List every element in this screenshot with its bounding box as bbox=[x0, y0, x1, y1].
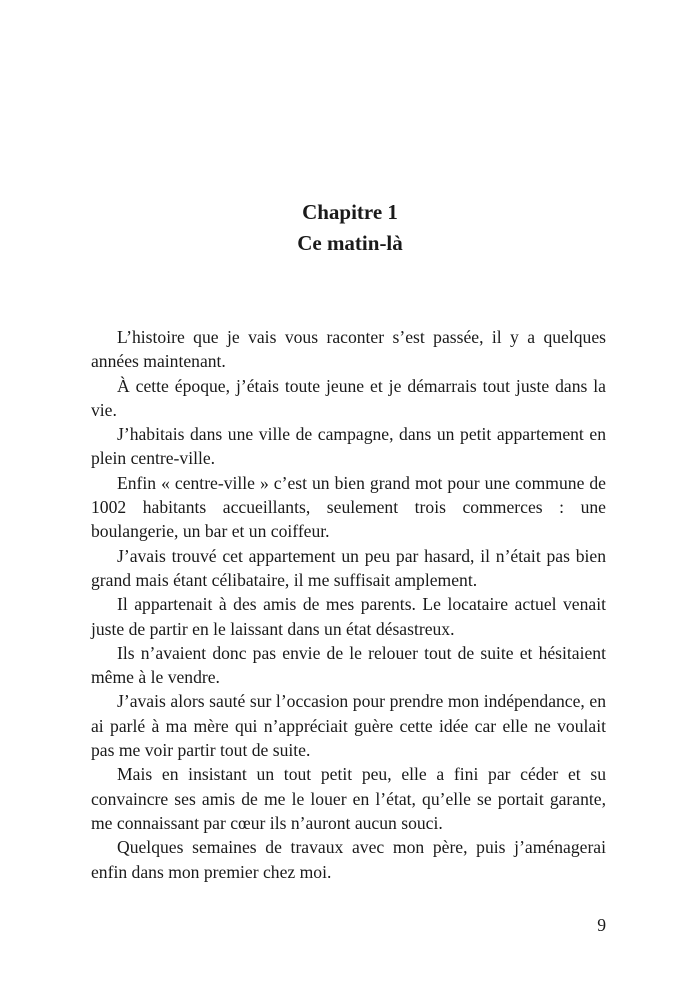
paragraph: J’avais trouvé cet appartement un peu par hasard, il n’était pas bien grand mais étant célibataire, il me suffisait amplement. bbox=[91, 545, 606, 590]
paragraph: L’histoire que je vais vous raconter s’est passée, il y a quelques années maintenant. bbox=[91, 327, 606, 372]
paragraph: Ils n’avaient donc pas envie de le relouer tout de suite et hésitaient même à le vendre. bbox=[91, 642, 606, 688]
paragraph: J’habitais dans une ville de campagne, dans un petit appartement en plein centre-ville. bbox=[91, 424, 606, 469]
chapter-heading bbox=[0, 197, 700, 259]
paragraph: J’avais alors sauté sur l’occasion pour prendre mon indépendance, en ai parlé à ma mère qui n’appréciait guère cette idée car elle ne voulait pas me voir partir tout de suite. bbox=[91, 691, 606, 761]
paragraph: Il appartenait à des amis de mes parents. Le locataire actuel venait juste de partir en le laissant dans un état désastreux. bbox=[91, 594, 606, 639]
chapter-title: Ce matin-là bbox=[297, 231, 403, 255]
paragraph: Enfin « centre-ville » c’est un bien grand mot pour une commune de 1002 habitants accueillants, seulement trois commerces : une boulangerie, un bar et un coiffeur. bbox=[91, 472, 606, 542]
paragraph: À cette époque, j’étais toute jeune et je démarrais tout juste dans la vie. bbox=[91, 375, 606, 420]
paragraph: Mais en insistant un tout petit peu, elle a fini par céder et su convaincre ses amis de me le louer en l’état, qu’elle se portait garante, me connaissant par cœur ils n’auront aucun souci. bbox=[91, 764, 606, 833]
page-number: 9 bbox=[597, 915, 606, 935]
paragraph: Quelques semaines de travaux avec mon père, puis j’aménagerai enfin dans mon premier chez moi. bbox=[91, 837, 606, 882]
chapter-body bbox=[91, 325, 606, 884]
chapter-number: Chapitre 1 bbox=[302, 200, 398, 224]
